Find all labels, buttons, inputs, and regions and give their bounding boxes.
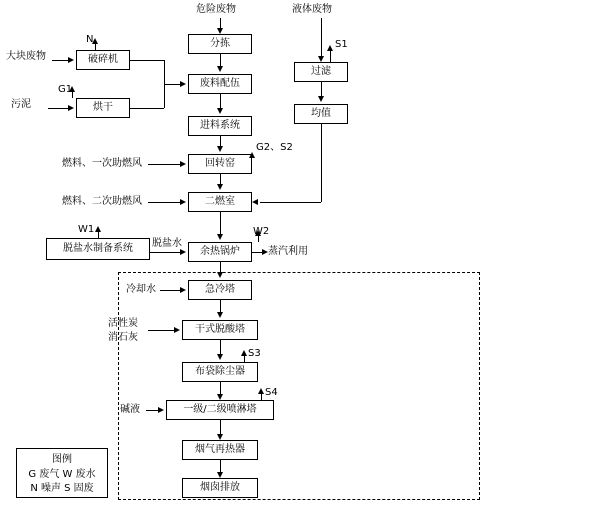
line-kiln-to-chamber — [220, 174, 221, 184]
node-feed-system[interactable]: 进料系统 — [188, 116, 252, 136]
line-carbon-lime-to-deacid — [148, 330, 174, 331]
node-dryer[interactable]: 烘干 — [76, 98, 130, 118]
arrow-primary-air-to-kiln — [180, 161, 186, 167]
line-s4 — [261, 394, 262, 400]
arrow-feed-to-kiln — [217, 146, 223, 152]
node-homogenize[interactable]: 均值 — [294, 104, 348, 124]
line-boiler-to-steam — [252, 252, 262, 253]
stream-label-g2-s2: G2、S2 — [256, 142, 293, 153]
flue-gas-treatment-group — [118, 272, 480, 500]
line-sorting-to-blending — [220, 54, 221, 66]
arrow-crusher-to-blending — [180, 81, 186, 87]
line-alkali-to-spray — [146, 410, 158, 411]
line-g1 — [72, 92, 73, 98]
line-bagfilter-to-spray — [220, 382, 221, 394]
node-rotary-kiln[interactable]: 回转窑 — [188, 154, 252, 174]
line-sludge-to-dryer — [48, 108, 68, 109]
arrow-desalt-to-boiler — [180, 249, 186, 255]
node-second-chamber[interactable]: 二燃室 — [188, 192, 252, 212]
arrow-homogenize-to-chamber — [252, 199, 258, 205]
arrow-s1 — [327, 45, 333, 51]
input-label-bulk-waste: 大块废物 — [6, 51, 46, 62]
input-label-fuel-secondary-air: 燃料、二次助燃风 — [62, 196, 142, 207]
line-crusher-down — [164, 60, 165, 84]
node-waste-blending[interactable]: 废料配伍 — [188, 74, 252, 94]
legend — [16, 448, 108, 498]
node-sorting[interactable]: 分拣 — [188, 34, 252, 54]
line-homogenize-to-chamber — [260, 202, 321, 203]
arrow-kiln-to-chamber — [217, 184, 223, 190]
arrow-hazwaste-to-sorting — [217, 28, 223, 34]
stream-label-g1: G1 — [58, 84, 73, 95]
input-label-alkali-liquid: 碱液 — [120, 404, 140, 415]
node-waste-heat-boiler[interactable]: 余热锅炉 — [188, 242, 252, 262]
line-desalt-to-boiler — [150, 252, 180, 253]
input-label-desalted-water: 脱盐水 — [152, 238, 182, 249]
arrow-liquid-to-filter — [318, 56, 324, 62]
line-reheater-to-stack — [220, 460, 221, 472]
stream-label-n: N — [86, 34, 94, 45]
arrow-spray-to-reheater — [217, 434, 223, 440]
node-desalt-water-system[interactable]: 脱盐水制备系统 — [46, 238, 150, 260]
line-hazwaste-to-sorting — [220, 18, 221, 28]
line-deacid-to-bagfilter — [220, 340, 221, 354]
stream-label-w1: W1 — [78, 224, 95, 235]
node-flue-gas-reheater[interactable]: 烟气再热器 — [182, 440, 258, 460]
node-stack[interactable]: 烟囱排放 — [182, 478, 258, 498]
input-label-hazardous-waste: 危险废物 — [196, 4, 236, 15]
arrow-quench-to-deacid — [217, 312, 223, 318]
stream-label-s4: S4 — [265, 387, 278, 398]
stream-label-s1: S1 — [335, 39, 348, 50]
arrow-w1 — [95, 226, 101, 232]
stream-label-s3: S3 — [248, 348, 261, 359]
node-filter[interactable]: 过滤 — [294, 62, 348, 82]
arrow-deacid-to-bagfilter — [217, 354, 223, 360]
arrow-w2 — [255, 230, 261, 236]
line-crusher-to-blending — [164, 84, 180, 85]
node-dry-deacid-tower[interactable]: 干式脱酸塔 — [182, 320, 258, 340]
line-dryer-right — [130, 108, 164, 109]
line-blending-to-feed — [220, 94, 221, 108]
line-boiler-to-quench — [220, 262, 221, 272]
arrow-secondary-air-to-chamber — [180, 199, 186, 205]
node-quench-tower[interactable]: 急冷塔 — [188, 280, 252, 300]
arrow-blending-to-feed — [217, 108, 223, 114]
arrow-sorting-to-blending — [217, 66, 223, 72]
line-quench-to-deacid — [220, 300, 221, 312]
arrow-s4 — [258, 388, 264, 394]
legend-title: 图例 — [52, 454, 72, 465]
arrow-alkali-to-spray — [158, 407, 164, 413]
line-cooling-to-quench — [160, 290, 180, 291]
line-feed-to-kiln — [220, 136, 221, 146]
arrow-boiler-to-steam — [262, 249, 268, 255]
arrow-reheater-to-stack — [217, 472, 223, 478]
input-label-liquid-waste: 液体废物 — [292, 4, 332, 15]
line-dryer-up — [164, 84, 165, 108]
line-bulk-to-crusher — [52, 60, 68, 61]
line-w1 — [98, 232, 99, 238]
line-liquid-to-filter — [321, 18, 322, 56]
output-label-steam-reuse: 蒸汽利用 — [268, 246, 308, 257]
arrow-sludge-to-dryer — [68, 105, 74, 111]
arrow-n-noise — [92, 38, 98, 44]
stream-label-w2: W2 — [253, 226, 270, 237]
line-n-noise — [95, 44, 96, 50]
node-bag-filter[interactable]: 布袋除尘器 — [182, 362, 258, 382]
arrow-bulk-to-crusher — [68, 57, 74, 63]
input-label-cooling-water: 冷却水 — [126, 284, 156, 295]
line-crusher-right — [130, 60, 164, 61]
arrow-chamber-to-boiler — [217, 234, 223, 240]
input-label-slaked-lime: 消石灰 — [108, 332, 138, 343]
input-label-activated-carbon: 活性炭 — [108, 318, 138, 329]
node-spray-tower[interactable]: 一级/二级喷淋塔 — [166, 400, 274, 420]
input-label-fuel-primary-air: 燃料、一次助燃风 — [62, 158, 142, 169]
arrow-g2s2 — [249, 152, 255, 158]
line-filter-to-homogenize — [321, 82, 322, 96]
arrow-cooling-to-quench — [180, 287, 186, 293]
arrow-g1 — [69, 86, 75, 92]
arrow-boiler-to-quench — [217, 272, 223, 278]
line-chamber-to-boiler — [220, 212, 221, 234]
arrow-carbon-lime-to-deacid — [174, 327, 180, 333]
legend-line-2: N 噪声 S 固废 — [30, 483, 94, 494]
arrow-bagfilter-to-spray — [217, 394, 223, 400]
line-spray-to-reheater — [220, 420, 221, 434]
legend-line-1: G 废气 W 废水 — [28, 468, 96, 480]
line-homogenize-down — [321, 124, 322, 202]
line-s3 — [244, 356, 245, 362]
line-primary-air-to-kiln — [148, 164, 180, 165]
line-w2 — [258, 236, 259, 242]
node-crusher[interactable]: 破碎机 — [76, 50, 130, 70]
arrow-s3 — [241, 350, 247, 356]
arrow-filter-to-homogenize — [318, 96, 324, 102]
line-secondary-air-to-chamber — [148, 202, 180, 203]
line-s1 — [330, 50, 331, 62]
input-label-sludge: 污泥 — [11, 99, 31, 110]
